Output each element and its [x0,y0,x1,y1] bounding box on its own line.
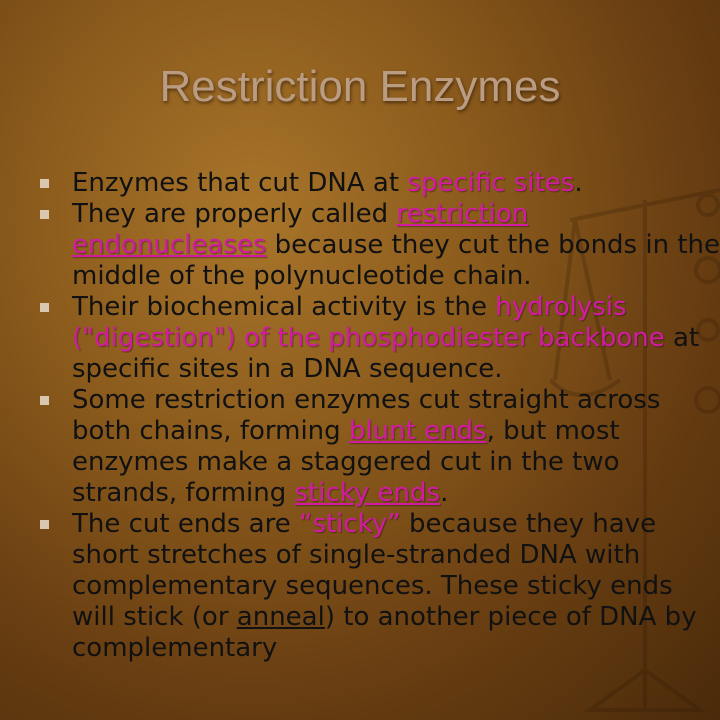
bullet-text: . [574,168,583,198]
highlight-term-link: restriction endonucleases [72,199,529,260]
slide-title: Restriction Enzymes [159,62,561,111]
bullet-text: , but most enzymes make a staggered cut in the two strands, forming [72,416,620,508]
bullet-item-5 [40,509,720,664]
highlight-term: hydrolysis ("digestion") of the phosphodiester backbone [72,292,665,353]
underlined-term: anneal [236,602,325,632]
highlight-term-link: blunt ends [348,416,487,446]
bullet-text: They are properly called [72,199,397,229]
bullet-text: because they cut the bonds in the middle of the polynucleotide chain. [72,230,720,291]
bullet-square-icon [40,303,49,312]
bullet-square-icon [40,520,49,529]
bullet-text: ) to another piece of DNA by complementary [72,602,697,663]
highlight-term: specific sites [407,168,575,198]
bullet-text: Their biochemical activity is the [72,292,496,322]
bullet-text: . [440,478,449,508]
bullet-square-icon [40,210,49,219]
bullet-item-1 [40,168,720,199]
bullet-item-4 [40,385,720,509]
highlight-term: “sticky” [298,509,401,539]
bullet-item-3 [40,292,720,385]
bullet-text: at specific sites in a DNA sequence. [72,323,700,384]
highlight-term-link: sticky ends [294,478,441,508]
bullet-square-icon [40,396,49,405]
bullet-item-2 [40,199,720,292]
bullet-list [40,168,720,664]
bullet-square-icon [40,179,49,188]
bullet-text: The cut ends are [72,509,299,539]
bullet-text: Some restriction enzymes cut straight across both chains, forming [72,385,661,446]
bullet-text: because they have short stretches of single-stranded DNA with complementary sequences. These sticky ends will stick (or [72,509,673,632]
bullet-text: Enzymes that cut DNA at [72,168,408,198]
